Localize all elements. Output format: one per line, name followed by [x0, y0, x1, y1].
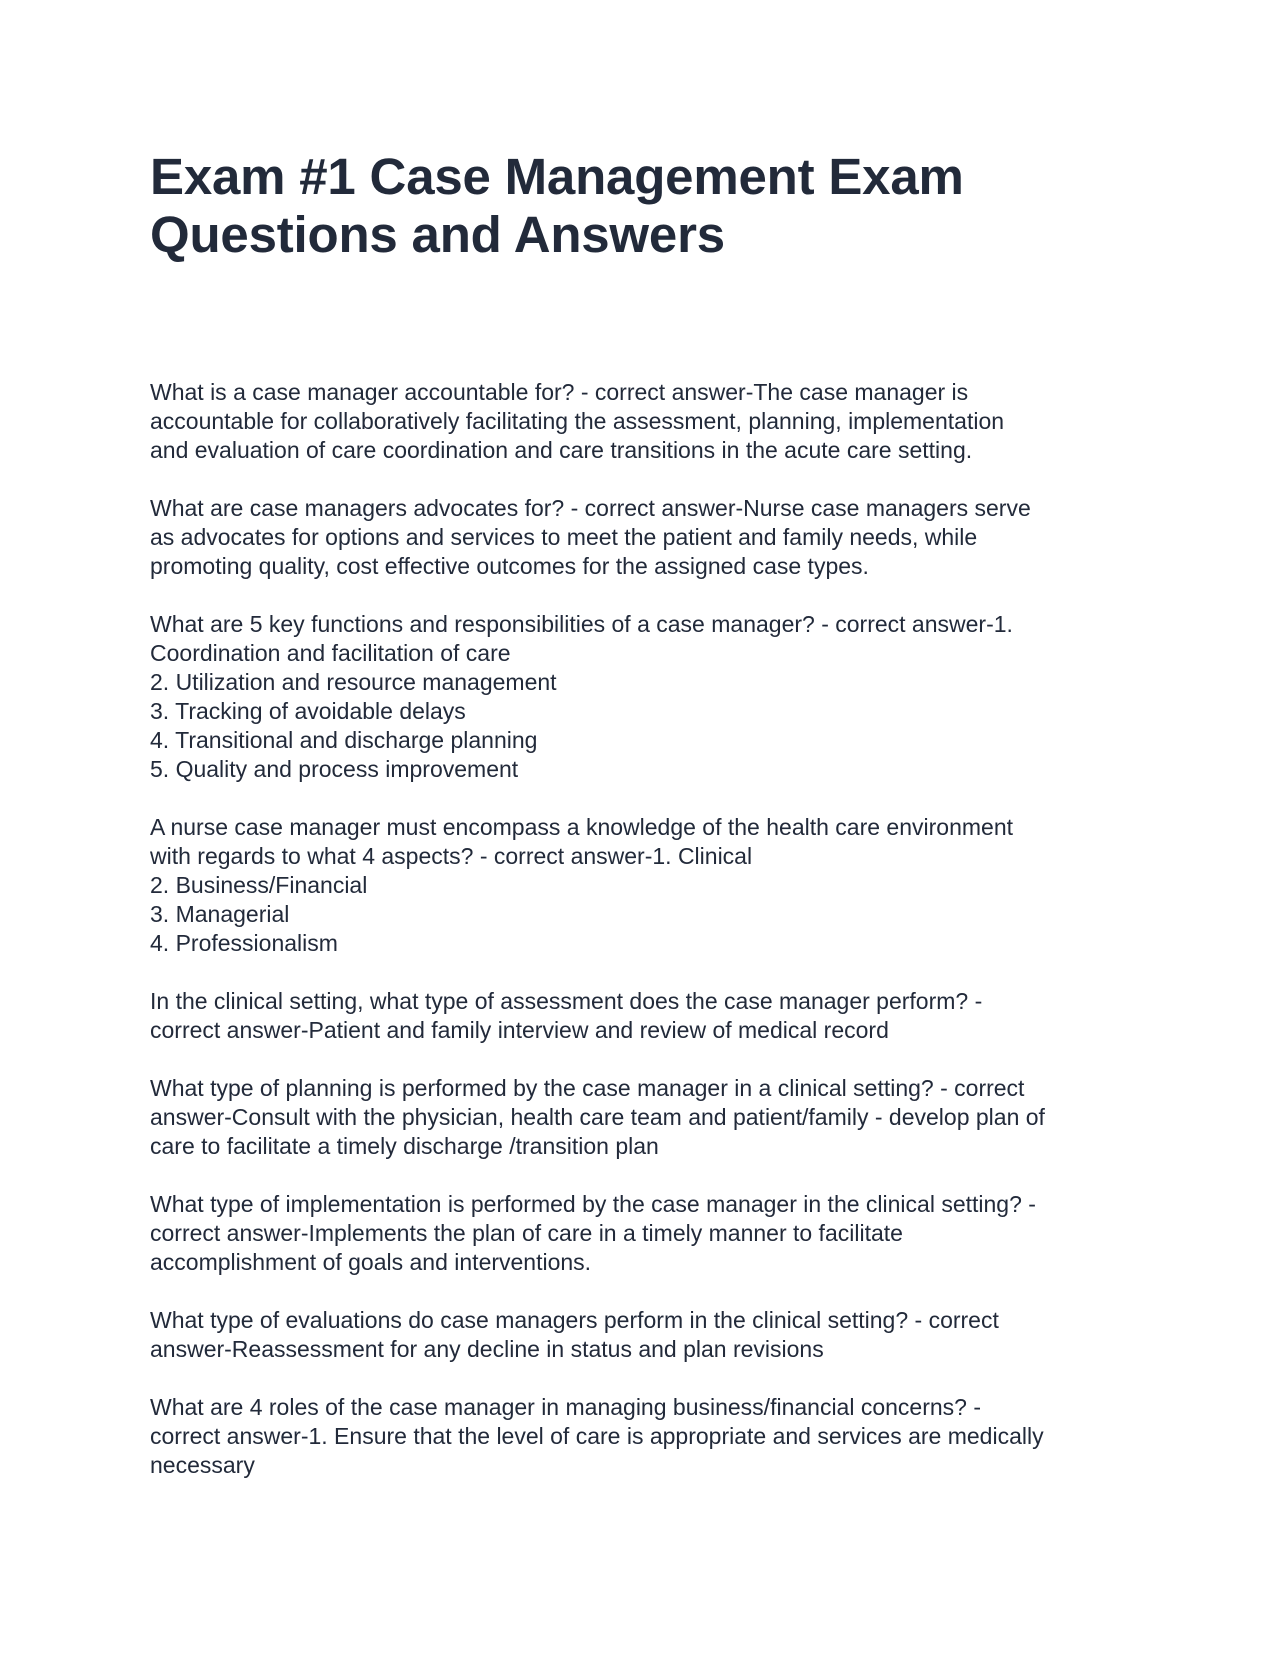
text-line: correct answer-1. Ensure that the level of care is appropriate and services are medically [150, 1423, 1044, 1449]
list-item: 5. Quality and process improvement [150, 756, 519, 782]
text-line: promoting quality, cost effective outcomes for the assigned case types. [150, 553, 869, 579]
text-line: accomplishment of goals and interventions. [150, 1249, 592, 1275]
qa-entry-evaluations [150, 1306, 1140, 1364]
text-line: What is a case manager accountable for? - correct answer-The case manager is [150, 379, 969, 405]
page-title [150, 148, 1140, 264]
list-item: 2. Business/Financial [150, 872, 368, 898]
qa-entry-assessment [150, 987, 1140, 1045]
text-line: as advocates for options and services to meet the patient and family needs, while [150, 524, 978, 550]
list-item: 2. Utilization and resource management [150, 669, 557, 695]
text-line: and evaluation of care coordination and care transitions in the acute care setting. [150, 437, 973, 463]
qa-entry-planning [150, 1074, 1140, 1161]
text-line: What type of evaluations do case managers perform in the clinical setting? - correct [150, 1307, 999, 1333]
qa-entry-advocates [150, 494, 1140, 581]
list-item: 4. Professionalism [150, 930, 338, 956]
qa-entry-key-functions [150, 610, 1140, 784]
text-line: What are case managers advocates for? - correct answer-Nurse case managers serve [150, 495, 1031, 521]
list-item: 3. Tracking of avoidable delays [150, 698, 466, 724]
qa-entry-four-aspects [150, 813, 1140, 958]
text-line: accountable for collaboratively facilitating the assessment, planning, implementation [150, 408, 1005, 434]
document-body [150, 378, 1140, 1509]
text-line: with regards to what 4 aspects? - correct answer-1. Clinical [150, 843, 753, 869]
text-line: What type of planning is performed by the case manager in a clinical setting? - correct [150, 1075, 1025, 1101]
text-line: answer-Reassessment for any decline in status and plan revisions [150, 1336, 824, 1362]
text-line: A nurse case manager must encompass a knowledge of the health care environment [150, 814, 1013, 840]
text-line: What type of implementation is performed by the case manager in the clinical setting? - [150, 1191, 1036, 1217]
document-header [150, 148, 1140, 264]
text-line: Coordination and facilitation of care [150, 640, 511, 666]
text-line: answer-Consult with the physician, health care team and patient/family - develop plan of [150, 1104, 1045, 1130]
text-line: In the clinical setting, what type of assessment does the case manager perform? - [150, 988, 983, 1014]
list-item: 4. Transitional and discharge planning [150, 727, 538, 753]
title-line: Questions and Answers [150, 206, 725, 263]
text-line: correct answer-Implements the plan of care in a timely manner to facilitate [150, 1220, 903, 1246]
qa-entry-business-roles [150, 1393, 1140, 1480]
text-line: What are 5 key functions and responsibilities of a case manager? - correct answer-1. [150, 611, 1013, 637]
qa-entry-accountable [150, 378, 1140, 465]
title-line: Exam #1 Case Management Exam [150, 148, 964, 205]
text-line: correct answer-Patient and family interview and review of medical record [150, 1017, 889, 1043]
text-line: care to facilitate a timely discharge /transition plan [150, 1133, 659, 1159]
list-item: 3. Managerial [150, 901, 290, 927]
text-line: necessary [150, 1452, 255, 1478]
qa-entry-implementation [150, 1190, 1140, 1277]
text-line: What are 4 roles of the case manager in managing business/financial concerns? - [150, 1394, 982, 1420]
